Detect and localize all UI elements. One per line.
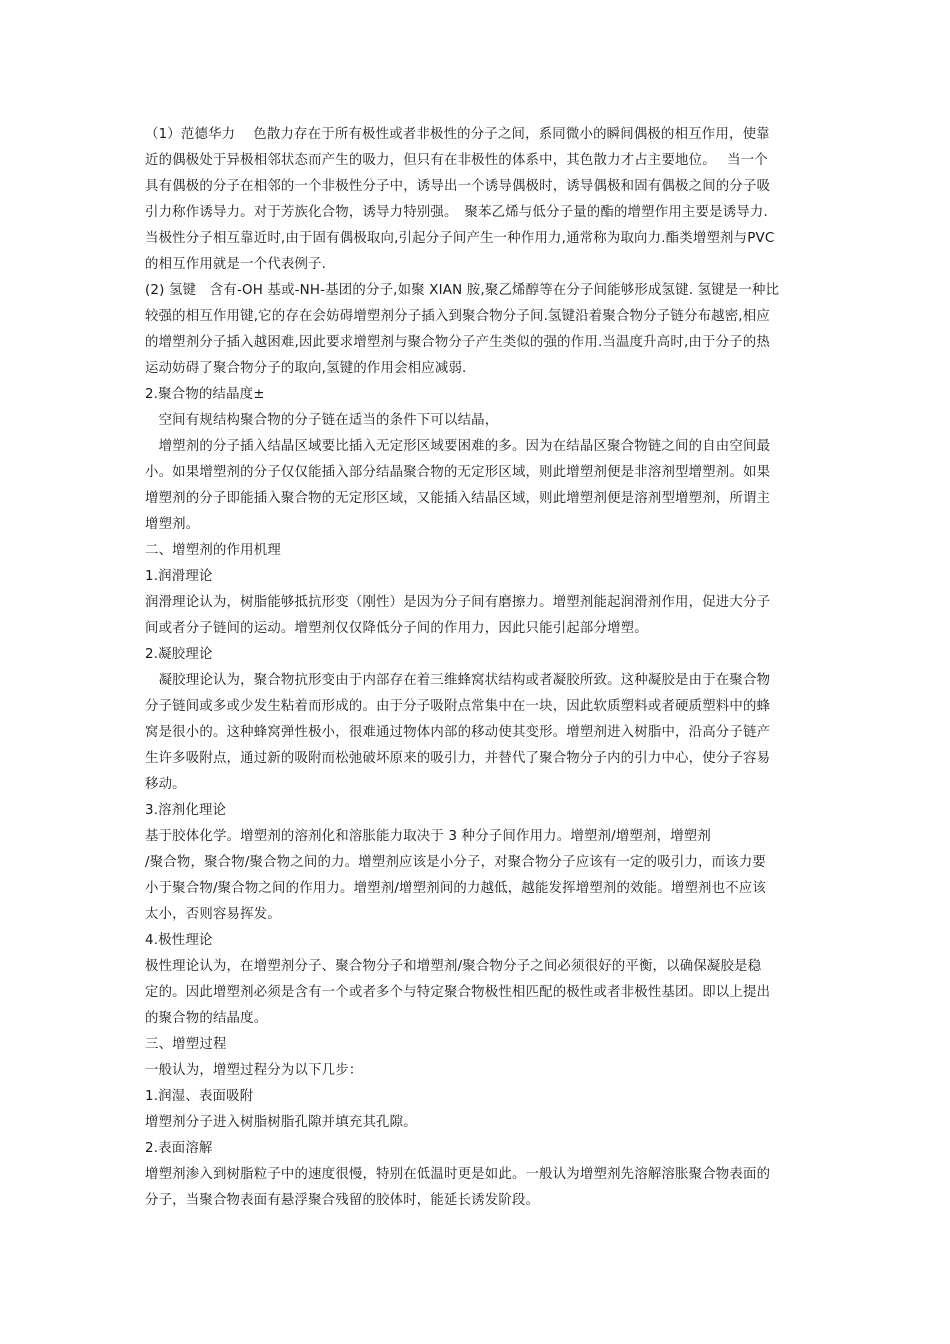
- heading-wetting: 1.润湿、表面吸附: [145, 1089, 254, 1104]
- solvation-paragraph: [145, 824, 811, 928]
- heading-mechanism: 二、增塑剂的作用机理: [145, 543, 281, 558]
- text-line: 增塑剂。: [145, 517, 200, 532]
- text-line: 增塑剂的分子插入结晶区域要比插入无定形区域要困难的多。因为在结晶区聚合物链之间的自由空间最: [145, 439, 771, 454]
- wetting-paragraph: 增塑剂分子进入树脂树脂孔隙并填充其孔隙。: [145, 1115, 417, 1130]
- vdw-paragraph: [145, 122, 811, 278]
- text-line: 润滑理论认为，树脂能够抵抗形变（刚性）是因为分子间有磨擦力。增塑剂能起润滑剂作用，促进大分子: [145, 595, 771, 610]
- lubrication-paragraph: [145, 590, 811, 642]
- text-line: 增塑剂渗入到树脂粒子中的速度很慢，特别在低温时更是如此。一般认为增塑剂先溶解溶胀聚合物表面的: [145, 1167, 771, 1182]
- text-line: 定的。因此增塑剂必须是含有一个或者多个与特定聚合物极性相匹配的极性或者非极性基团。即以上提出: [145, 985, 771, 1000]
- text-line: 生许多吸附点，通过新的吸附而松弛破坏原来的吸引力，并替代了聚合物分子内的引力中心，使分子容易: [145, 751, 771, 766]
- text-line: 的增塑剂分子插入越困难,因此要求增塑剂与聚合物分子产生类似的强的作用.当温度升高时,由于分子的热: [145, 335, 770, 350]
- text-line: （1）范德华力 色散力存在于所有极性或者非极性的分子之间，系同微小的瞬间偶极的相互作用，使靠: [145, 127, 770, 142]
- text-line: 分子，当聚合物表面有悬浮聚合残留的胶体时，能延长诱发阶段。: [145, 1193, 540, 1208]
- text-line: 增塑剂的分子即能插入聚合物的无定形区域，又能插入结晶区域，则此增塑剂便是溶剂型增塑剂，所谓主: [145, 491, 771, 506]
- text-line: 太小，否则容易挥发。: [145, 907, 281, 922]
- document-page: [145, 122, 811, 1214]
- crystallinity-paragraph: [145, 434, 811, 538]
- text-line: (2) 氢键 含有-OH 基或-NH-基团的分子,如聚 XIAN 胺,聚乙烯醇等在分子间能够形成氢键. 氢键是一种比: [145, 283, 780, 298]
- hbond-paragraph: [145, 278, 811, 382]
- heading-solvation: 3.溶剂化理论: [145, 803, 227, 818]
- heading-gel: 2.凝胶理论: [145, 647, 213, 662]
- text-line: 小。如果增塑剂的分子仅仅能插入部分结晶聚合物的无定形区域，则此增塑剂便是非溶剂型增塑剂。如果: [145, 465, 771, 480]
- text-line: 的聚合物的结晶度。: [145, 1011, 268, 1026]
- text-line: 的相互作用就是一个代表例子.: [145, 257, 327, 272]
- text-line: 移动。: [145, 777, 186, 792]
- text-line: 引力称作诱导力。对于芳族化合物，诱导力特别强。 聚苯乙烯与低分子量的酯的增塑作用主要是诱导力.: [145, 205, 768, 220]
- text-line: 间或者分子链间的运动。增塑剂仅仅降低分子间的作用力，因此只能引起部分增塑。: [145, 621, 648, 636]
- crystallinity-intro: 空间有规结构聚合物的分子链在适当的条件下可以结晶，: [145, 413, 499, 428]
- surface-paragraph: [145, 1162, 811, 1214]
- text-line: 运动妨碍了聚合物分子的取向,氢键的作用会相应减弱.: [145, 361, 467, 376]
- gel-paragraph: [145, 668, 811, 798]
- text-line: 具有偶极的分子在相邻的一个非极性分子中，诱导出一个诱导偶极时，诱导偶极和固有偶极之间的分子吸: [145, 179, 771, 194]
- heading-process: 三、增塑过程: [145, 1037, 227, 1052]
- text-line: 基于胶体化学。增塑剂的溶剂化和溶胀能力取决于 3 种分子间作用力。增塑剂/增塑剂，增塑剂: [145, 829, 711, 844]
- text-line: 凝胶理论认为，聚合物抗形变由于内部存在着三维蜂窝状结构或者凝胶所致。这种凝胶是由于在聚合物: [145, 673, 771, 688]
- text-line: 小于聚合物/聚合物之间的作用力。增塑剂/增塑剂间的力越低，越能发挥增塑剂的效能。增塑剂也不应该: [145, 881, 766, 896]
- text-line: 当极性分子相互靠近时,由于固有偶极取向,引起分子间产生一种作用力,通常称为取向力.酯类增塑剂与PVC: [145, 231, 775, 246]
- heading-surface: 2.表面溶解: [145, 1141, 213, 1156]
- text-line: 分子链间或多或少发生粘着而形成的。由于分子吸附点常集中在一块，因此软质塑料或者硬质塑料中的蜂: [145, 699, 771, 714]
- heading-lubrication: 1.润滑理论: [145, 569, 213, 584]
- text-line: 近的偶极处于异极相邻状态而产生的吸力，但只有在非极性的体系中，其色散力才占主要地位。 当一个: [145, 153, 768, 168]
- heading-crystallinity: 2.聚合物的结晶度±: [145, 387, 265, 402]
- text-line: 较强的相互作用键,它的存在会妨碍增塑剂分子插入到聚合物分子间.氢键沿着聚合物分子链分布越密,相应: [145, 309, 770, 324]
- text-line: /聚合物，聚合物/聚合物之间的力。增塑剂应该是小分子，对聚合物分子应该有一定的吸引力，而该力要: [145, 855, 766, 870]
- text-line: 窝是很小的。这种蜂窝弹性极小，很难通过物体内部的移动使其变形。增塑剂进入树脂中，沿高分子链产: [145, 725, 771, 740]
- process-intro: 一般认为，增塑过程分为以下几步：: [145, 1063, 363, 1078]
- text-line: 极性理论认为，在增塑剂分子、聚合物分子和增塑剂/聚合物分子之间必须很好的平衡，以确保凝胶是稳: [145, 959, 762, 974]
- heading-polarity: 4.极性理论: [145, 933, 213, 948]
- polarity-paragraph: [145, 954, 811, 1032]
